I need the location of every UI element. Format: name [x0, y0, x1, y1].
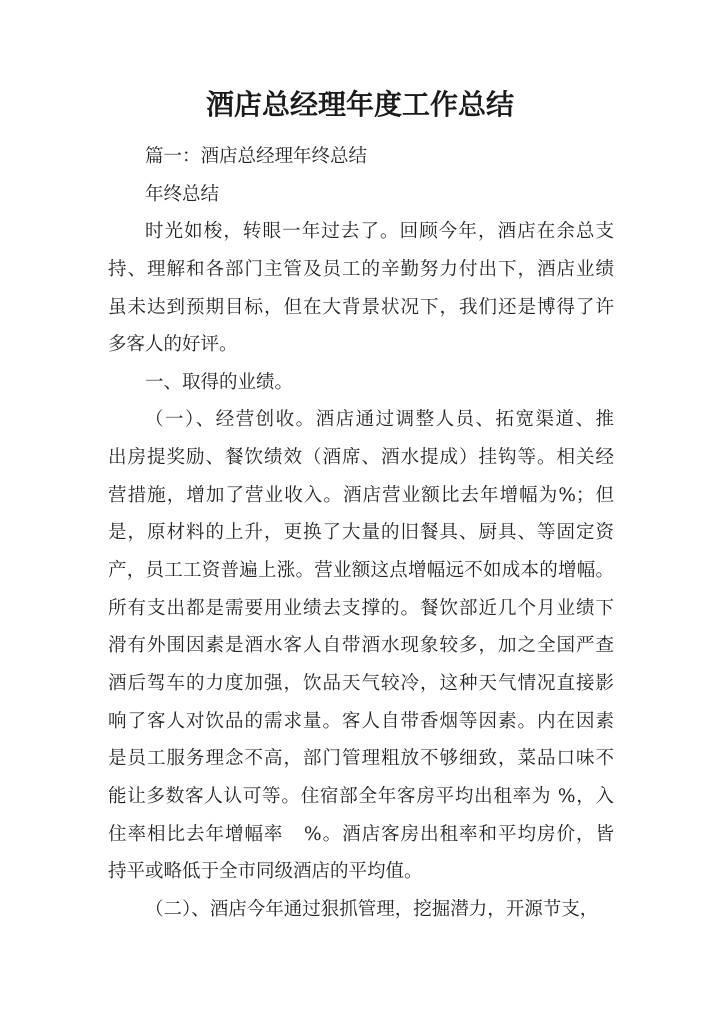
paragraph — [108, 401, 614, 890]
text-line: 酒后驾车的力度加强，饮品天气较冷，这种天气情况直接影 — [108, 672, 614, 694]
text-line: 一、取得的业绩。 — [145, 371, 294, 393]
text-line: 持平或略低于全市同级酒店的平均值。 — [108, 861, 423, 883]
page-title: 酒店总经理年度工作总结 — [205, 88, 514, 121]
text-line: 多客人的好评。 — [108, 334, 238, 356]
text-line: 时光如梭，转眼一年过去了。回顾今年，酒店在余总支 — [145, 221, 614, 243]
text-line: 出房提奖励、餐饮绩效（酒席、酒水提成）挂钩等。相关经 — [108, 447, 614, 469]
paragraph — [108, 176, 614, 214]
text-line: 是员工服务理念不高，部门管理粗放不够细致，菜品口味不 — [108, 748, 614, 770]
text-line: 响了客人对饮品的需求量。客人自带香烟等因素。内在因素 — [108, 710, 614, 732]
paragraph — [108, 364, 614, 402]
text-line: 产，员工工资普遍上涨。营业额这点增幅远不如成本的增幅。 — [108, 560, 614, 582]
text-line: 虽未达到预期目标，但在大背景状况下，我们还是博得了许 — [108, 296, 614, 318]
text-line: 是，原材料的上升，更换了大量的旧餐具、厨具、等固定资 — [108, 522, 614, 544]
text-line: 篇一：酒店总经理年终总结 — [145, 146, 368, 167]
text-line: （二）、酒店今年通过狠抓管理，挖掘潜力，开源节支， — [145, 898, 599, 920]
text-line: 滑有外围因素是酒水客人自带酒水现象较多，加之全国严查 — [108, 635, 614, 657]
paragraph — [108, 138, 614, 176]
text-line: 持、理解和各部门主管及员工的辛勤努力付出下，酒店业绩 — [108, 258, 614, 280]
text-line: 所有支出都是需要用业绩去支撑的。餐饮部近几个月业绩下 — [108, 597, 614, 619]
paragraph — [108, 891, 614, 929]
text-line: 年终总结 — [145, 183, 220, 205]
text-line: 能让多数客人认可等。住宿部全年客房平均出租率为 %，入 — [108, 785, 614, 807]
document-body — [108, 138, 614, 928]
paragraph — [108, 213, 614, 364]
text-line: （一）、经营创收。酒店通过调整人员、拓宽渠道、推 — [145, 409, 614, 431]
text-line: 营措施，增加了营业收入。酒店营业额比去年增幅为%；但 — [108, 484, 614, 506]
text-line: 住率相比去年增幅率 %。酒店客房出租率和平均房价，皆 — [108, 823, 614, 845]
